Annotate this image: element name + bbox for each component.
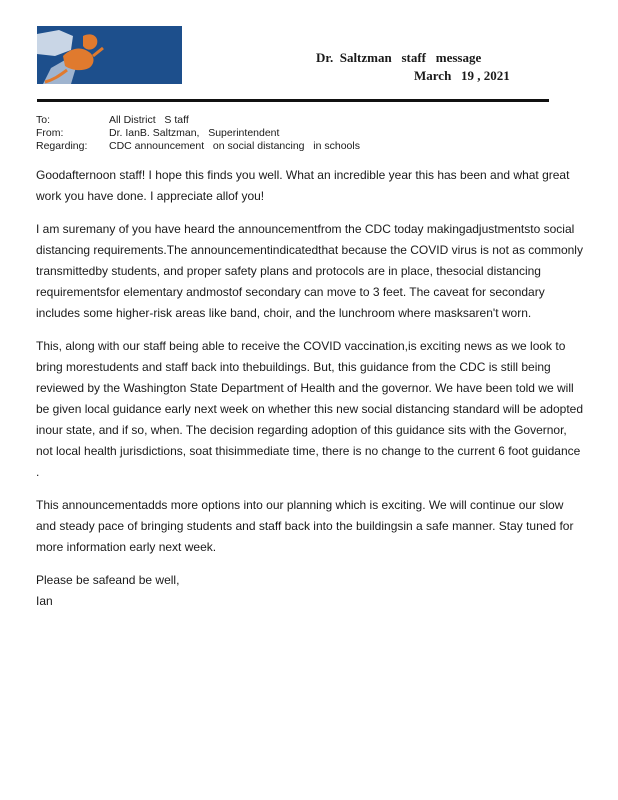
signature: Ian: [36, 594, 53, 608]
letter-body: [36, 165, 584, 612]
memo-block: [36, 114, 360, 153]
district-logo: [37, 26, 182, 84]
paragraph-greeting: Goodafternoon staff! I hope this finds you well. What an incredible year this has been and what great work you have done. I appreciate allof you!: [36, 168, 570, 203]
memo-regarding-row: [36, 140, 360, 153]
memo-regarding-value: CDC announcement on social distancing in schools: [109, 140, 360, 152]
memo-to-label: To:: [36, 114, 51, 126]
memo-from-label: From:: [36, 127, 64, 139]
paragraph-cdc-announcement: I am suremany of you have heard the announcementfrom the CDC today makingadjustmentsto social distancing requirements.The announcementindicatedthat because the COVID virus is not as commonly transmittedby students, and proper safety plans and protocols are in place, thesocial distancing requirementsfor elementary andmostof secondary can move to 3 feet. The caveat for secondary includes some higher-risk areas like band, choir, and the lunchroom where masksaren't worn.: [36, 222, 583, 320]
paragraph-planning: This announcementadds more options into our planning which is exciting. We will continue our slow and steady pace of bringing students and staff back into the buildingsin a safe manner. Stay tuned for more information early next week.: [36, 498, 574, 554]
closing-line: Please be safeand be well,: [36, 573, 180, 587]
header-title: Dr. Saltzman staff message: [316, 50, 482, 65]
memo-regarding-label: Regarding:: [36, 140, 88, 152]
memo-to-value: All District S taff: [109, 114, 189, 126]
district-logo-graphic: [37, 26, 182, 84]
header-date: March 19 , 2021: [414, 68, 510, 83]
memo-from-value: Dr. IanB. Saltzman, Superintendent: [109, 127, 280, 139]
header-divider: [37, 99, 549, 102]
memo-from-row: [36, 127, 360, 140]
paragraph-vaccination: This, along with our staff being able to receive the COVID vaccination,is exciting news as we look to bring morestudents and staff back into thebuildings. But, this guidance from the CDC is still being reviewed by the Washington State Department of Health and the governor. We have been told we will be given local guidance early next week on whether this new social distancing standard will be adopted inour state, and if so, when. The decision regarding adoption of this guidance sits with the Governor, not local health jurisdictions, soat thisimmediate time, there is no change to the current 6 foot guidance .: [36, 339, 584, 479]
memo-to-row: [36, 114, 360, 127]
